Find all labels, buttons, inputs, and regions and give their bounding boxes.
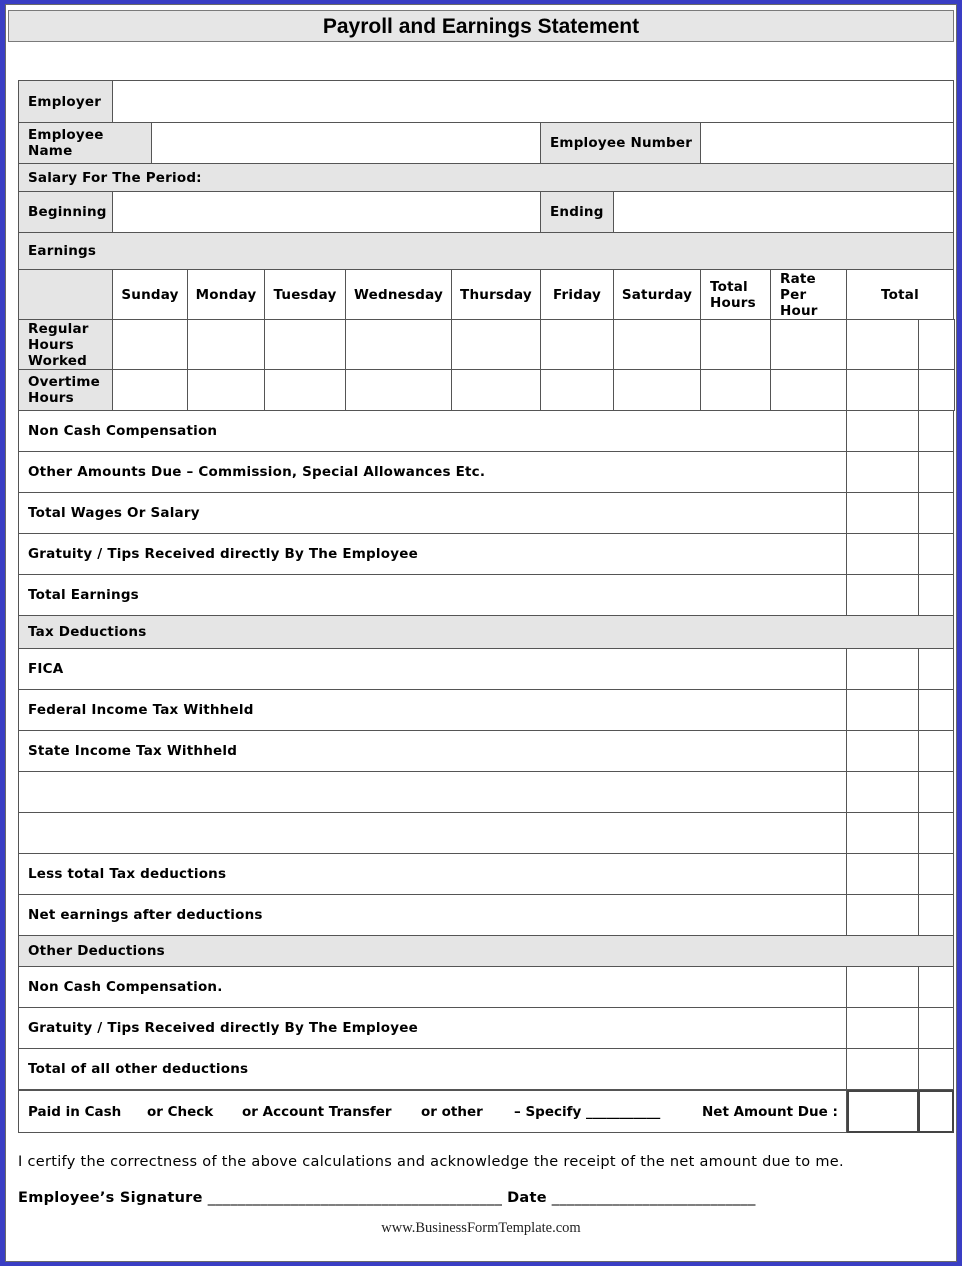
hours-cell[interactable] (187, 319, 265, 370)
hours-cell[interactable] (846, 369, 919, 411)
column-header-wednesday: Wednesday (345, 269, 452, 320)
amount-field[interactable] (846, 689, 919, 731)
column-header-rate-per-hour: Rate Per Hour (770, 269, 847, 320)
amount-field[interactable] (846, 648, 919, 690)
earnings-row-label: Gratuity / Tips Received directly By The Employee (18, 533, 847, 575)
tax-row-label: FICA (18, 648, 847, 690)
check-label: or Check (147, 1103, 214, 1120)
page-title: Payroll and Earnings Statement (8, 10, 954, 42)
tax-row-label: Net earnings after deductions (18, 894, 847, 936)
overtime-hours-label: Overtime Hours (18, 369, 113, 411)
employer-label: Employer (18, 80, 113, 123)
amount-field[interactable] (846, 574, 919, 616)
hours-cell[interactable] (112, 369, 188, 411)
beginning-label: Beginning (18, 191, 113, 233)
signature-field[interactable]: _______________________________________ (207, 1190, 503, 1206)
amount-field[interactable] (846, 1007, 919, 1049)
earnings-row-label: Other Amounts Due – Commission, Special Allowances Etc. (18, 451, 847, 493)
amount-field[interactable] (846, 730, 919, 772)
amount-cents-field[interactable] (918, 451, 954, 493)
earnings-row-label: Non Cash Compensation (18, 410, 847, 452)
amount-cents-field[interactable] (918, 533, 954, 575)
column-header-total: Total (846, 269, 954, 320)
amount-cents-field[interactable] (918, 648, 954, 690)
date-label: Date (507, 1190, 547, 1206)
amount-field[interactable] (846, 966, 919, 1008)
other-deduction-row-label: Non Cash Compensation. (18, 966, 847, 1008)
other-label: or other (421, 1103, 483, 1120)
net-due-label: Net Amount Due : (702, 1103, 838, 1120)
beginning-field[interactable] (112, 191, 541, 233)
amount-cents-field[interactable] (918, 853, 954, 895)
tax-row-label: Less total Tax deductions (18, 853, 847, 895)
payment-method-row (18, 1090, 847, 1133)
column-header-total-hours: Total Hours (700, 269, 771, 320)
amount-field[interactable] (846, 771, 919, 813)
hours-cell[interactable] (770, 369, 847, 411)
employee-number-field[interactable] (700, 122, 954, 164)
net-due-cents-field[interactable] (918, 1090, 954, 1133)
hours-cell[interactable] (264, 369, 346, 411)
amount-cents-field[interactable] (918, 492, 954, 534)
net-due-field[interactable] (847, 1090, 919, 1133)
column-header-friday: Friday (540, 269, 614, 320)
column-header-tuesday: Tuesday (264, 269, 346, 320)
earnings-row-label: Total Wages Or Salary (18, 492, 847, 534)
ending-label: Ending (540, 191, 614, 233)
hours-cell[interactable] (187, 369, 265, 411)
amount-cents-field[interactable] (918, 410, 954, 452)
hours-cell[interactable] (700, 369, 771, 411)
paid-cash-label: Paid in Cash (28, 1103, 122, 1120)
hours-cell[interactable] (112, 319, 188, 370)
earnings-row-label: Total Earnings (18, 574, 847, 616)
hours-cell[interactable] (451, 319, 541, 370)
amount-field[interactable] (846, 1048, 919, 1090)
hours-cell[interactable] (918, 319, 955, 370)
transfer-label: or Account Transfer (242, 1103, 392, 1120)
signature-line (18, 1190, 756, 1206)
specify-label: – Specify ___________ (514, 1103, 661, 1120)
signature-label: Employee’s Signature (18, 1190, 203, 1206)
hours-cell[interactable] (345, 369, 452, 411)
amount-cents-field[interactable] (918, 574, 954, 616)
amount-field[interactable] (846, 853, 919, 895)
website-footer: www.BusinessFormTemplate.com (381, 1220, 581, 1236)
regular-hours-label: Regular Hours Worked (18, 319, 113, 370)
amount-field[interactable] (846, 451, 919, 493)
amount-field[interactable] (846, 894, 919, 936)
hours-cell[interactable] (918, 369, 955, 411)
hours-cell[interactable] (846, 319, 919, 370)
employer-field[interactable] (112, 80, 954, 123)
corner-cell (18, 269, 113, 320)
hours-cell[interactable] (345, 319, 452, 370)
other-deduction-row-label: Gratuity / Tips Received directly By The Employee (18, 1007, 847, 1049)
salary-period-label: Salary For The Period: (18, 163, 954, 192)
amount-field[interactable] (846, 533, 919, 575)
other-deduction-row-label: Total of all other deductions (18, 1048, 847, 1090)
employee-number-label: Employee Number (540, 122, 701, 164)
amount-cents-field[interactable] (918, 689, 954, 731)
hours-cell[interactable] (264, 319, 346, 370)
tax-row-label: Federal Income Tax Withheld (18, 689, 847, 731)
hours-cell[interactable] (613, 319, 701, 370)
hours-cell[interactable] (700, 319, 771, 370)
tax-row-label (18, 771, 847, 813)
certify-statement: I certify the correctness of the above calculations and acknowledge the receipt of the net amount due to me. (18, 1154, 844, 1170)
amount-field[interactable] (846, 812, 919, 854)
amount-cents-field[interactable] (918, 771, 954, 813)
column-header-saturday: Saturday (613, 269, 701, 320)
hours-cell[interactable] (540, 319, 614, 370)
amount-cents-field[interactable] (918, 730, 954, 772)
amount-cents-field[interactable] (918, 1007, 954, 1049)
tax-row-label (18, 812, 847, 854)
ending-field[interactable] (613, 191, 954, 233)
hours-cell[interactable] (613, 369, 701, 411)
amount-cents-field[interactable] (918, 812, 954, 854)
hours-cell[interactable] (540, 369, 614, 411)
earnings-section-label: Earnings (18, 232, 954, 270)
amount-cents-field[interactable] (918, 1048, 954, 1090)
hours-cell[interactable] (451, 369, 541, 411)
column-header-thursday: Thursday (451, 269, 541, 320)
employee-name-label: Employee Name (18, 122, 152, 164)
column-header-sunday: Sunday (112, 269, 188, 320)
hours-cell[interactable] (770, 319, 847, 370)
amount-field[interactable] (846, 410, 919, 452)
employee-name-field[interactable] (151, 122, 541, 164)
date-field[interactable]: ___________________________ (551, 1190, 756, 1206)
amount-cents-field[interactable] (918, 966, 954, 1008)
tax-row-label: State Income Tax Withheld (18, 730, 847, 772)
other-deductions-header: Other Deductions (18, 935, 954, 967)
amount-field[interactable] (846, 492, 919, 534)
amount-cents-field[interactable] (918, 894, 954, 936)
tax-deductions-header: Tax Deductions (18, 615, 954, 649)
column-header-monday: Monday (187, 269, 265, 320)
